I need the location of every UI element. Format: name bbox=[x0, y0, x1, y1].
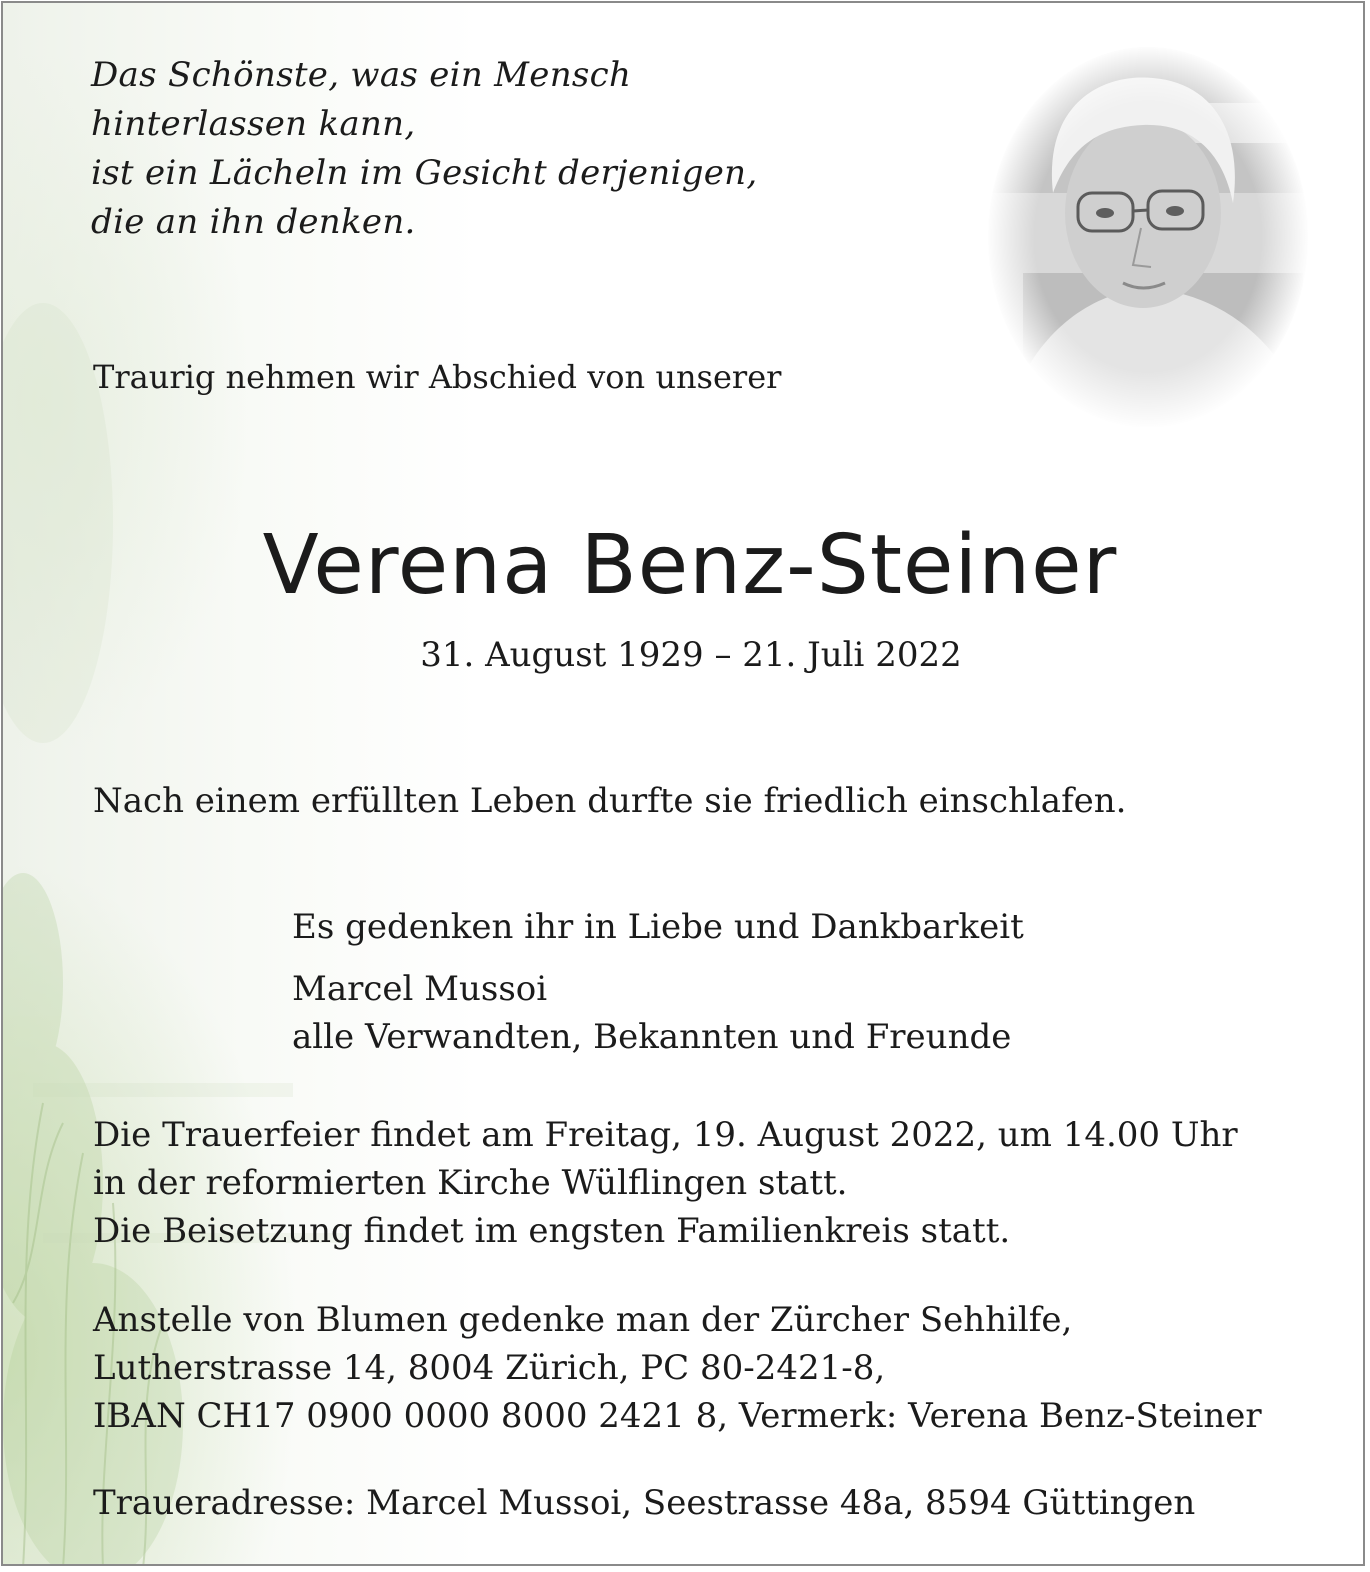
quote-line: hinterlassen kann, bbox=[91, 104, 416, 144]
obituary-notice bbox=[1, 1, 1365, 1566]
ceremony-line: in der reformierten Kirche Wülflingen statt. bbox=[93, 1163, 848, 1203]
deceased-name: Verena Benz-Steiner bbox=[262, 518, 1118, 613]
portrait-photo bbox=[983, 43, 1313, 431]
mourners bbox=[292, 903, 1024, 1061]
quote bbox=[91, 51, 757, 247]
donation-line: Anstelle von Blumen gedenke man der Zürcher Sehhilfe, bbox=[93, 1300, 1073, 1340]
life-dates: 31. August 1929 – 21. Juli 2022 bbox=[420, 635, 962, 675]
quote-line: ist ein Lächeln im Gesicht derjenigen, bbox=[91, 153, 758, 193]
closing-sentence: Nach einem erfüllten Leben durfte sie friedlich einschlafen. bbox=[93, 781, 1127, 821]
ceremony-info bbox=[93, 1111, 1238, 1255]
quote-line: die an ihn denken. bbox=[91, 202, 416, 242]
quote-line: Das Schönste, was ein Mensch bbox=[91, 55, 632, 95]
donation-info bbox=[93, 1296, 1262, 1440]
donation-line: IBAN CH17 0900 0000 8000 2421 8, Vermerk: Verena Benz-Steiner bbox=[93, 1396, 1262, 1436]
ceremony-line: Die Trauerfeier findet am Freitag, 19. August 2022, um 14.00 Uhr bbox=[93, 1115, 1238, 1155]
mourner-line: alle Verwandten, Bekannten und Freunde bbox=[292, 1017, 1012, 1057]
intro-text: Traurig nehmen wir Abschied von unserer bbox=[93, 358, 782, 396]
mourning-address: Traueradresse: Marcel Mussoi, Seestrasse 48a, 8594 Güttingen bbox=[93, 1483, 1196, 1523]
mourners-headline: Es gedenken ihr in Liebe und Dankbarkeit bbox=[292, 907, 1024, 947]
donation-line: Lutherstrasse 14, 8004 Zürich, PC 80-2421-8, bbox=[93, 1348, 886, 1388]
mourner-line: Marcel Mussoi bbox=[292, 969, 548, 1009]
ceremony-line: Die Beisetzung findet im engsten Familienkreis statt. bbox=[93, 1211, 1011, 1251]
